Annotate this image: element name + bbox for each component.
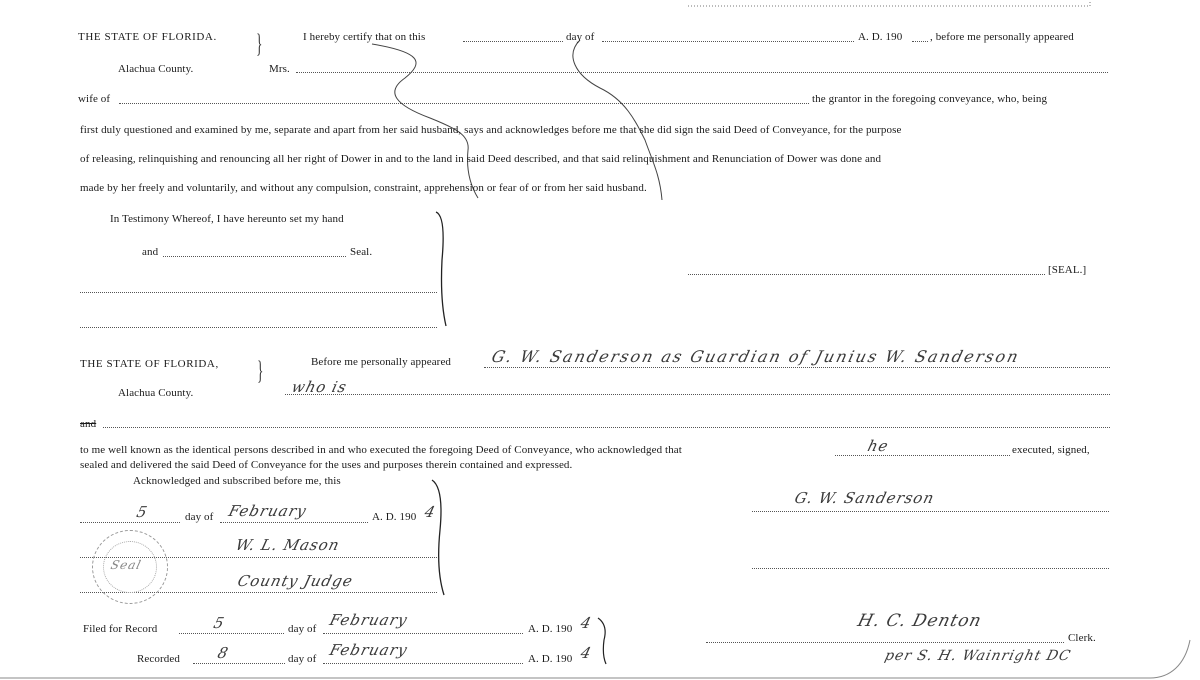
certify-text: I hereby certify that on this [303,31,426,43]
grantor-signature: G. W. Sanderson [792,489,937,507]
grantor-text: the grantor in the foregoing conveyance, who, being [812,93,1048,105]
testimony-text: In Testimony Whereof, I have hereunto set my hand [110,213,344,225]
filed-year-handwriting: 4 [578,614,594,632]
recorded-month-handwriting: February [327,641,410,659]
top-ad-text: A. D. 190 [858,31,903,43]
judge-title: County Judge [235,572,356,590]
court-seal-stamp [92,530,168,604]
and-text-top: and [142,246,159,258]
executed-text: executed, signed, [1012,444,1090,456]
seal-text: Seal. [350,246,373,258]
clerk-signature: H. C. Denton [855,611,984,631]
county-label-bottom: Alachua County. [118,387,194,399]
filed-month-handwriting: February [327,611,410,629]
recorded-month-line [323,663,523,664]
seal-stamp-handwriting: Seal [109,558,144,572]
recorded-year-handwriting: 4 [578,644,594,662]
ack-day-of: day of [185,511,214,523]
who-is-line [285,394,1110,395]
clerk-label: Clerk. [1068,632,1096,644]
and-seal-line [163,256,346,257]
filed-day-handwriting: 5 [211,614,227,632]
certify-day-line [463,41,563,42]
appeared-handwriting: G. W. Sanderson as Guardian of Junius W. Sanderson [489,347,1023,366]
filed-month-line [323,633,523,634]
he-line [835,455,1010,456]
known-text: to me well known as the identical persons described in and who executed the foregoing Deed of Conveyance, who acknowledged that [80,444,682,456]
top-day-of: day of [566,31,595,43]
top-seal-signature-line [688,274,1045,275]
acknowledged-text: Acknowledged and subscribed before me, this [133,475,341,487]
pen-scribble-right [573,40,662,200]
second-sign-line [752,568,1109,569]
para-line-2: of releasing, relinquishing and renouncing all her right of Dower in and to the land in said Deed described, and that said relinquishment and Renunciation of Dower was done and [80,153,882,165]
top-sign-line-2 [80,327,437,328]
recorded-day-of: day of [288,653,317,665]
filed-ad-text: A. D. 190 [528,623,573,635]
top-year-line [912,41,928,42]
sealed-text: sealed and delivered the said Deed of Conveyance for the uses and purposes therein contained and expressed. [80,459,573,471]
brace-top: } [256,29,263,58]
before-me-text: Before me personally appeared [311,356,452,368]
state-label-top: THE STATE OF FLORIDA. [78,31,217,43]
ack-month-handwriting: February [226,502,309,520]
who-is-handwriting: who is [289,378,350,396]
and-line [103,427,1110,428]
top-right-edge [688,0,1090,6]
ack-ad-text: A. D. 190 [372,511,417,523]
recorded-day-handwriting: 8 [215,644,231,662]
judge-signature: W. L. Mason [233,536,342,554]
filed-day-of: day of [288,623,317,635]
para-line-1: first duly questioned and examined by me, separate and apart from her said husband, says and acknowledges before me that she did sign the said Deed of Conveyance, for the purpose [80,124,902,136]
state-label-bottom: THE STATE OF FLORIDA, [80,358,219,370]
filed-day-line [179,633,284,634]
recorded-label: Recorded [137,653,180,665]
recorded-ad-text: A. D. 190 [528,653,573,665]
grantor-sign-line [752,511,1109,512]
ack-year-handwriting: 4 [422,503,438,521]
and-struck-text: and [80,418,97,430]
mrs-label: Mrs. [269,63,290,75]
county-label-top: Alachua County. [118,63,194,75]
wife-of-line [119,103,809,104]
top-sign-line-1 [80,292,437,293]
brace-bottom: } [257,356,264,385]
clerk-sign-line [706,642,1064,643]
filed-label: Filed for Record [83,623,158,635]
certify-month-line [602,41,854,42]
recorded-day-line [193,663,285,664]
ack-day-line [80,522,180,523]
pen-scribble-top [372,44,478,198]
appeared-text: , before me personally appeared [930,31,1074,43]
he-handwriting: he [865,437,891,455]
appeared-line [484,367,1110,368]
deputy-clerk-signature: per S. H. Wainright DC [883,648,1073,664]
seal-bracket: [SEAL.] [1048,264,1087,276]
para-line-3: made by her freely and voluntarily, and without any compulsion, constraint, apprehension or fear of or from her said husband. [80,182,647,194]
mrs-name-line [296,72,1108,73]
ack-month-line [220,522,368,523]
ack-day-handwriting: 5 [134,503,150,521]
wife-of-label: wife of [78,93,111,105]
